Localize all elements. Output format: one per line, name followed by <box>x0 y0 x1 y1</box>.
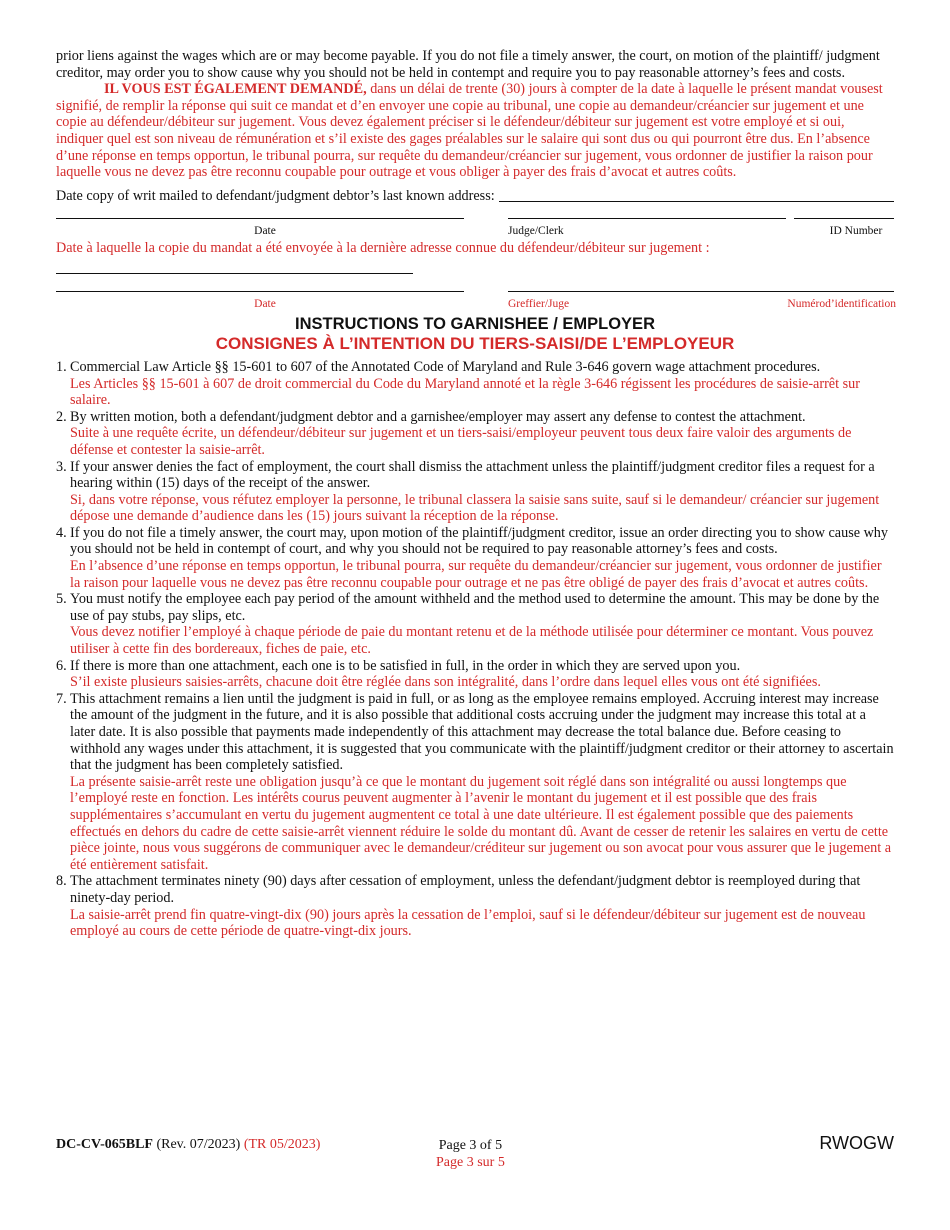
date-label-fr: Date <box>254 297 276 310</box>
instruction-number: 1. <box>56 358 67 375</box>
instruction-en: This attachment remains a lien until the judgment is paid in full, or as long as the employee remains employed. Accruing interest may increase the amount of the judgment in the future, and it is also possible that additional costs accruing under the judgment may increase this total at a later date. It is also possible that payments made independently of this attachment may decrease the total balance due. Before ceasing to withhold any wages under this attachment, it is suggested that you communicate with the plaintiff/judgment creditor or their attorney to ascertain that the judgment has been completely satisfied. <box>70 690 894 774</box>
page-footer <box>56 1133 894 1177</box>
instructions-list <box>56 359 894 940</box>
instruction-number: 3. <box>56 458 67 475</box>
instruction-en: If your answer denies the fact of employment, the court shall dismiss the attachment unless the plaintiff/judgment creditor files a request for a hearing within (15) days of the receipt of the answer. <box>70 458 875 492</box>
instruction-fr: Si, dans votre réponse, vous réfutez employer la personne, le tribunal classera la saisie sans suite, sauf si le demandeur/ créancier sur jugement dépose une demande d’audience dans les (15) jours suivant la réception de la réponse. <box>70 491 880 525</box>
instruction-item <box>56 658 894 691</box>
instruction-item <box>56 591 894 657</box>
instruction-fr: La saisie-arrêt prend fin quatre-vingt-dix (90) jours après la cessation de l’emploi, sauf si le défendeur/débiteur sur jugement est de nouveau employé au cours de cette période de quatre-vingt-dix jours. <box>70 906 866 940</box>
judge-clerk-label-en: Judge/Clerk <box>508 225 564 238</box>
id-number-line-fr[interactable] <box>776 291 894 292</box>
intro-en-continuation: prior liens against the wages which are or may become payable. If you do not file a timely answer, the court, on motion of the plaintiff/ judgment creditor, may order you to show cause why you should not be held in contempt and require you to pay reasonable attorney’s fees and costs. <box>56 48 880 81</box>
instruction-item <box>56 459 894 525</box>
intro-fr-body: dans un délai de trente (30) jours à compter de la date à laquelle le présent mandat vousest signifié, de remplir la réponse qui suit ce mandat et d’en envoyer une copie au tribunal, une copie au demandeur/créancier sur jugement et une copie au défendeur/débiteur sur jugement. Vous devez également préciser si le défendeur/débiteur sur jugement est votre employé et si oui, indiquer quel est son niveau de rémunération et s’il existe des gages préalables sur le salaire qui sont dus ou qui pourront être dus. En l’absence d’une réponse en temps opportun, le tribunal pourra, sur requête du demandeur/créancier sur jugement, vous ordonner de justifier la raison pour laquelle vous ne devez pas être reconnu coupable pour outrage et vous obliger à payer des frais d’avocat et autres coûts. <box>56 81 883 181</box>
instruction-number: 7. <box>56 690 67 707</box>
document-page <box>56 48 894 940</box>
instruction-fr: La présente saisie-arrêt reste une obligation jusqu’à ce que le montant du jugement soit réglé dans son intégralité ou aussi longtemps que l’employé reste en fonction. Les intérêts courus peuvent augmenter à l’avenir le montant du jugement et il est possible que des frais supplémentaires s’accumulant en vertu du jugement augmentent ce total à une date ultérieure. Il est également possible que des paiements effectués en dehors du cadre de cette saisie-arrêt viennent réduire le solde du montant dû. Avant de cesser de retenir les salaires en vertu de cette pièce jointe, nous vous suggérons de communiquer avec le demandeur/créditeur sur jugement ou son avocat pour vous assurer que le jugement a été entièrement satisfait. <box>70 773 892 873</box>
judge-clerk-line-en[interactable] <box>508 218 786 219</box>
instruction-number: 8. <box>56 873 67 890</box>
instruction-item <box>56 359 894 409</box>
intro-fr-lead: IL VOUS EST ÉGALEMENT DEMANDÉ, <box>104 81 367 98</box>
page-number-block <box>436 1137 505 1171</box>
instruction-en: Commercial Law Article §§ 15-601 to 607 of the Annotated Code of Maryland and Rule 3-646 govern wage attachment procedures. <box>70 358 821 375</box>
mailing-address-line[interactable] <box>499 201 894 202</box>
instruction-number: 5. <box>56 591 67 608</box>
page-number-en: Page 3 of 5 <box>438 1138 503 1153</box>
judge-clerk-label-fr: Greffier/Juge <box>508 297 570 310</box>
instruction-number: 2. <box>56 408 67 425</box>
mailing-fr-address-row <box>56 257 894 277</box>
signature-row-en <box>56 204 894 238</box>
judge-clerk-line-fr[interactable] <box>508 291 786 292</box>
instruction-item <box>56 409 894 459</box>
mailing-en-label: Date copy of writ mailed to defendant/judgment debtor’s last known address: <box>56 187 495 204</box>
heading-en: INSTRUCTIONS TO GARNISHEE / EMPLOYER <box>295 314 655 333</box>
intro-fr-paragraph <box>56 81 894 181</box>
form-tag: RWOGW <box>819 1133 894 1153</box>
instruction-fr: Les Articles §§ 15-601 à 607 de droit commercial du Code du Maryland annoté et la règle 3-646 régissent les procédures de saisie-arrêt sur salaire. <box>70 375 860 409</box>
form-code-block <box>56 1137 320 1153</box>
instructions-heading <box>56 315 894 353</box>
date-label-en: Date <box>254 225 276 238</box>
instruction-number: 4. <box>56 524 67 541</box>
instruction-en: The attachment terminates ninety (90) days after cessation of employment, unless the defendant/judgment debtor is reemployed during that ninety-day period. <box>70 873 861 906</box>
instruction-fr: En l’absence d’une réponse en temps opportun, le tribunal pourra, sur requête du demandeur/créancier sur jugement, vous ordonner de justifier la raison pour laquelle vous ne devez pas être reconnu coupable pour outrage et ne pas être obligé de payer des frais d’avocat et autres coûts. <box>70 558 882 591</box>
instruction-en: If there is more than one attachment, each one is to be satisfied in full, in the order in which they are served upon you. <box>70 657 741 674</box>
form-code: DC-CV-065BLF <box>56 1137 153 1152</box>
instruction-item <box>56 873 894 939</box>
form-revision: (Rev. 07/2023) <box>152 1137 244 1152</box>
instruction-item <box>56 525 894 591</box>
id-number-label-en: ID Number <box>829 225 883 238</box>
mailing-address-line-fr[interactable] <box>56 273 413 274</box>
date-line-en[interactable] <box>56 218 464 219</box>
page-number-fr: Page 3 sur 5 <box>436 1155 505 1170</box>
heading-fr: CONSIGNES À L’INTENTION DU TIERS-SAISI/DE L’EMPLOYEUR <box>215 333 735 353</box>
date-line-fr[interactable] <box>56 291 464 292</box>
mailing-fr-label: Date à laquelle la copie du mandat a été envoyée à la dernière adresse connue du défendeur/débiteur sur jugement : <box>56 240 710 257</box>
instruction-fr: Suite à une requête écrite, un défendeur/débiteur sur jugement et un tiers-saisi/employeur peuvent tous deux faire valoir des arguments de défense et contester la saisie-arrêt. <box>70 425 852 458</box>
id-number-label-fr: Numérod’identification <box>787 297 896 310</box>
instruction-en: If you do not file a timely answer, the court may, upon motion of the plaintiff/judgment creditor, issue an order directing you to show cause why you should not be held in contempt of court, and why you should not be required to pay reasonable attorney’s fees and costs. <box>70 524 888 558</box>
form-translation-revision: (TR 05/2023) <box>243 1137 321 1152</box>
instruction-number: 6. <box>56 657 67 674</box>
mailing-en-row <box>56 188 894 205</box>
instruction-en: By written motion, both a defendant/judgment debtor and a garnishee/employer may assert any defense to contest the attachment. <box>70 408 806 425</box>
instruction-fr: S’il existe plusieurs saisies-arrêts, chacune doit être réglée dans son intégralité, dans l’ordre dans lequel elles vous ont été signifiées. <box>70 674 821 691</box>
instruction-en: You must notify the employee each pay period of the amount withheld and the method used to determine the amount. This may be done by the use of pay stubs, pay slips, etc. <box>70 591 880 624</box>
signature-row-fr <box>56 277 894 311</box>
instruction-item <box>56 691 894 874</box>
id-number-line-en[interactable] <box>794 218 894 219</box>
instruction-fr: Vous devez notifier l’employé à chaque période de paie du montant retenu et de la méthode utilisée pour déterminer ce montant. Vous pouvez utiliser à cette fin des bordereaux, fiches de paie, etc. <box>70 624 874 658</box>
